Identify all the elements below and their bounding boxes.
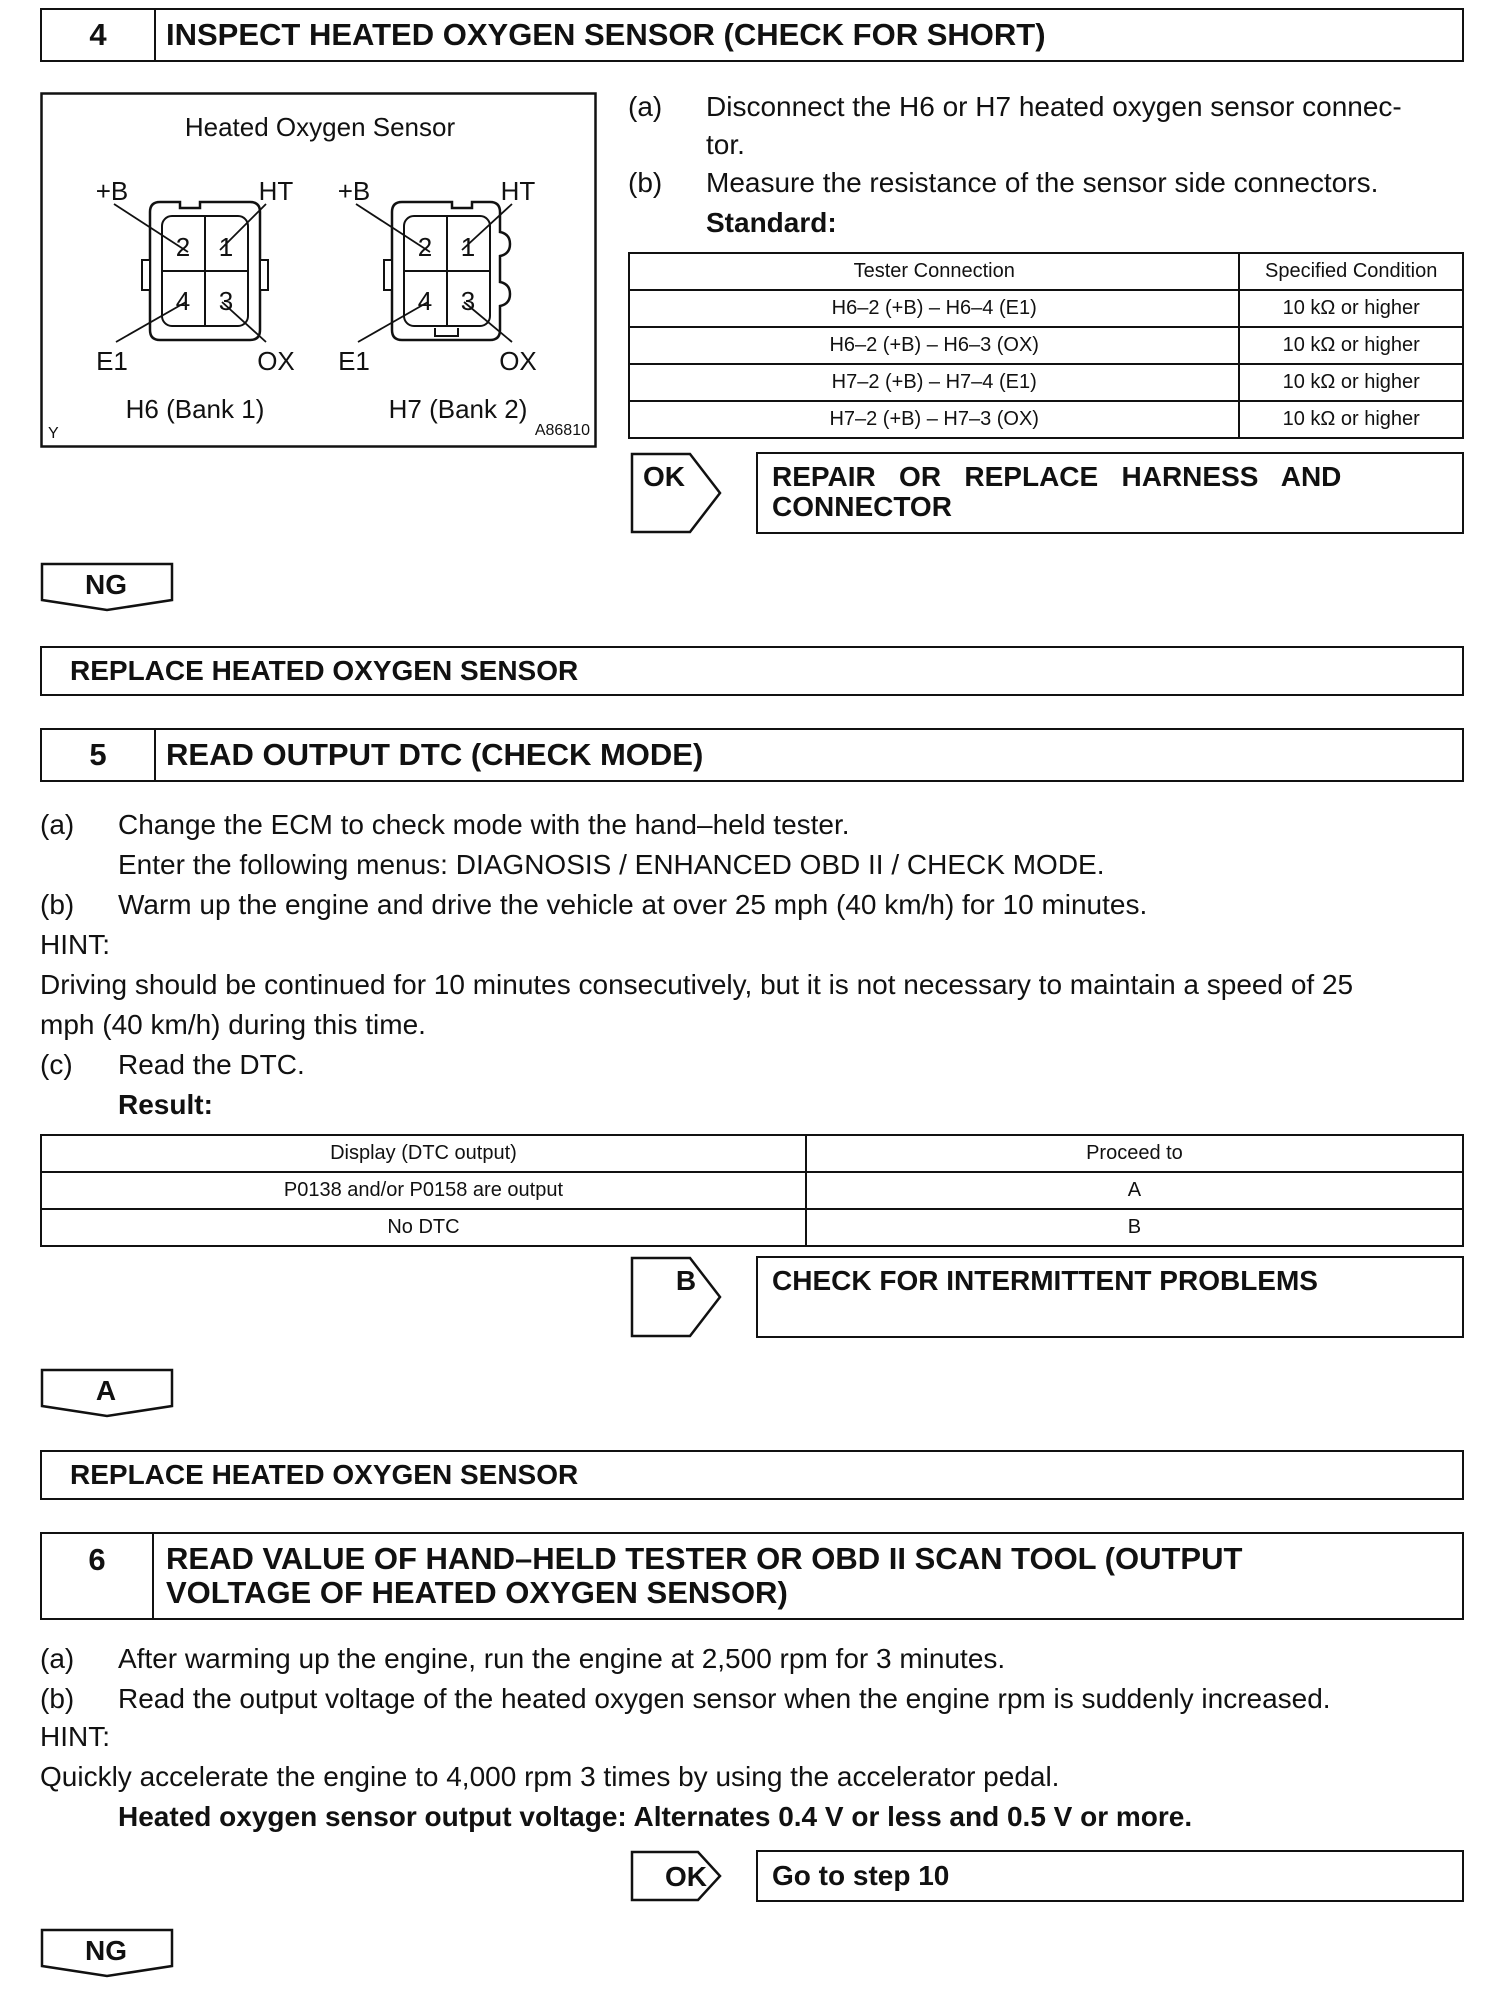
table-cell: 10 kΩ or higher: [1239, 290, 1463, 327]
step-5-header: [40, 728, 1464, 782]
step5-a-text: Change the ECM to check mode with the hand–held tester.: [118, 809, 850, 840]
step-title: [166, 1534, 1454, 1618]
diagram-corner-mark: Y: [48, 425, 59, 442]
a-tag: [40, 1368, 176, 1418]
h7-label-pb: +B: [337, 176, 371, 206]
table-row: [629, 327, 1463, 364]
ng-label: NG: [85, 569, 127, 600]
step5-hint-label: HINT:: [40, 929, 110, 960]
step6-a-text: After warming up the engine, run the engine at 2,500 rpm for 3 minutes.: [118, 1643, 1006, 1674]
step5-result-label: Result:: [118, 1089, 213, 1120]
ng-label: NG: [85, 1935, 127, 1966]
step5-b-marker: (b): [40, 889, 75, 920]
diagram-code: A86810: [534, 422, 590, 439]
ok-action-box: [756, 452, 1464, 534]
step5-a-marker: (a): [40, 809, 75, 840]
table-cell: H7–2 (+B) – H7–4 (E1): [629, 364, 1239, 401]
replace-sensor-text: REPLACE HEATED OXYGEN SENSOR: [70, 1459, 579, 1490]
h6-caption: H6 (Bank 1): [125, 394, 265, 424]
table-cell: No DTC: [41, 1209, 806, 1246]
table-row: [41, 1209, 1463, 1246]
step4-a-marker: (a): [628, 91, 663, 122]
b-arrow-tag: [630, 1256, 722, 1338]
ok-arrow-tag: [630, 452, 722, 534]
step-title: INSPECT HEATED OXYGEN SENSOR (CHECK FOR SHORT): [166, 17, 1046, 52]
table-header-row: [41, 1135, 1463, 1172]
ng-tag-step6: [40, 1928, 176, 1978]
step5-hint-text-1: Driving should be continued for 10 minutes consecutively, but it is not necessary to maintain a speed of 25: [40, 969, 1354, 1000]
h7-label-e1: E1: [338, 346, 370, 376]
step4-b-marker: (b): [628, 167, 663, 198]
table-cell: A: [806, 1172, 1463, 1209]
replace-sensor-box: [40, 646, 1464, 696]
h6-pin-2: 2: [175, 232, 191, 262]
table-row: [629, 364, 1463, 401]
h7-pin-4: 4: [417, 286, 433, 316]
ok-label: OK: [643, 461, 685, 492]
step6-hint-label: HINT:: [40, 1721, 110, 1752]
step4-standard-label: Standard:: [706, 207, 837, 238]
table-cell: B: [806, 1209, 1463, 1246]
step5-b-text: Warm up the engine and drive the vehicle at over 25 mph (40 km/h) for 10 minutes.: [118, 889, 1148, 920]
step-number: 4: [42, 10, 156, 60]
ok-action-line-1: REPAIR OR REPLACE HARNESS AND: [772, 461, 1342, 492]
step-number: 6: [42, 1534, 154, 1618]
connector-diagram: [40, 92, 597, 448]
table-cell: H6–2 (+B) – H6–3 (OX): [629, 327, 1239, 364]
h7-pin-2: 2: [417, 232, 433, 262]
table-cell: 10 kΩ or higher: [1239, 327, 1463, 364]
step5-c-text: Read the DTC.: [118, 1049, 305, 1080]
ok-label: OK: [665, 1861, 707, 1892]
h6-pin-4: 4: [175, 286, 191, 316]
replace-sensor-text: REPLACE HEATED OXYGEN SENSOR: [70, 655, 579, 686]
h7-label-ht: HT: [500, 176, 536, 206]
step-4-header: [40, 8, 1464, 62]
ng-tag: [40, 562, 176, 612]
h6-label-ox: OX: [257, 346, 295, 376]
step5-result-table: [40, 1134, 1464, 1247]
diagram-title: Heated Oxygen Sensor: [184, 112, 456, 142]
h6-label-ht: HT: [258, 176, 294, 206]
a-label: A: [95, 1375, 117, 1406]
replace-sensor-box-2: [40, 1450, 1464, 1500]
step5-c-marker: (c): [40, 1049, 73, 1080]
table-header-row: [629, 253, 1463, 290]
step6-spec: Heated oxygen sensor output voltage: Alternates 0.4 V or less and 0.5 V or more.: [118, 1801, 1193, 1832]
table-header-cell: Specified Condition: [1239, 253, 1463, 290]
h7-caption: H7 (Bank 2): [388, 394, 528, 424]
table-header-cell: Tester Connection: [629, 253, 1239, 290]
step5-a-text-2: Enter the following menus: DIAGNOSIS / ENHANCED OBD II / CHECK MODE.: [118, 849, 1105, 880]
h7-label-ox: OX: [499, 346, 537, 376]
table-cell: H6–2 (+B) – H6–4 (E1): [629, 290, 1239, 327]
step4-a-text-1: Disconnect the H6 or H7 heated oxygen sensor connec-: [706, 91, 1402, 122]
go-to-step-text: Go to step 10: [772, 1860, 950, 1891]
step5-hint-text-2: mph (40 km/h) during this time.: [40, 1009, 426, 1040]
step-6-header: [40, 1532, 1464, 1620]
table-cell: 10 kΩ or higher: [1239, 364, 1463, 401]
step4-b-text: Measure the resistance of the sensor side connectors.: [706, 167, 1379, 198]
step4-a-text-2: tor.: [706, 129, 745, 160]
table-header-cell: Proceed to: [806, 1135, 1463, 1172]
h7-pin-3: 3: [460, 286, 476, 316]
step-title-line-1: READ VALUE OF HAND–HELD TESTER OR OBD II SCAN TOOL (OUTPUT: [166, 1541, 1243, 1576]
table-row: [41, 1172, 1463, 1209]
table-header-cell: Display (DTC output): [41, 1135, 806, 1172]
step6-b-text: Read the output voltage of the heated oxygen sensor when the engine rpm is suddenly increased.: [118, 1683, 1331, 1714]
h6-label-e1: E1: [96, 346, 128, 376]
table-row: [629, 290, 1463, 327]
ok-arrow-tag-step6: [630, 1850, 722, 1902]
h6-label-pb: +B: [95, 176, 129, 206]
h6-pin-3: 3: [218, 286, 234, 316]
step6-a-marker: (a): [40, 1643, 75, 1674]
h6-pin-1: 1: [218, 232, 234, 262]
table-cell: 10 kΩ or higher: [1239, 401, 1463, 438]
go-to-step-box: [756, 1850, 1464, 1902]
step-number: 5: [42, 730, 156, 780]
step-title: READ OUTPUT DTC (CHECK MODE): [166, 737, 704, 772]
step4-resistance-table: [628, 252, 1464, 439]
table-cell: H7–2 (+B) – H7–3 (OX): [629, 401, 1239, 438]
ok-action-line-2: CONNECTOR: [772, 491, 952, 522]
table-row: [629, 401, 1463, 438]
step-title-line-2: VOLTAGE OF HEATED OXYGEN SENSOR): [166, 1575, 788, 1610]
step6-b-marker: (b): [40, 1683, 75, 1714]
h7-pin-1: 1: [460, 232, 476, 262]
b-label: B: [675, 1265, 697, 1296]
table-cell: P0138 and/or P0158 are output: [41, 1172, 806, 1209]
step6-hint-text: Quickly accelerate the engine to 4,000 rpm 3 times by using the accelerator pedal.: [40, 1761, 1060, 1792]
b-action-text: CHECK FOR INTERMITTENT PROBLEMS: [772, 1265, 1318, 1296]
b-action-box: [756, 1256, 1464, 1338]
